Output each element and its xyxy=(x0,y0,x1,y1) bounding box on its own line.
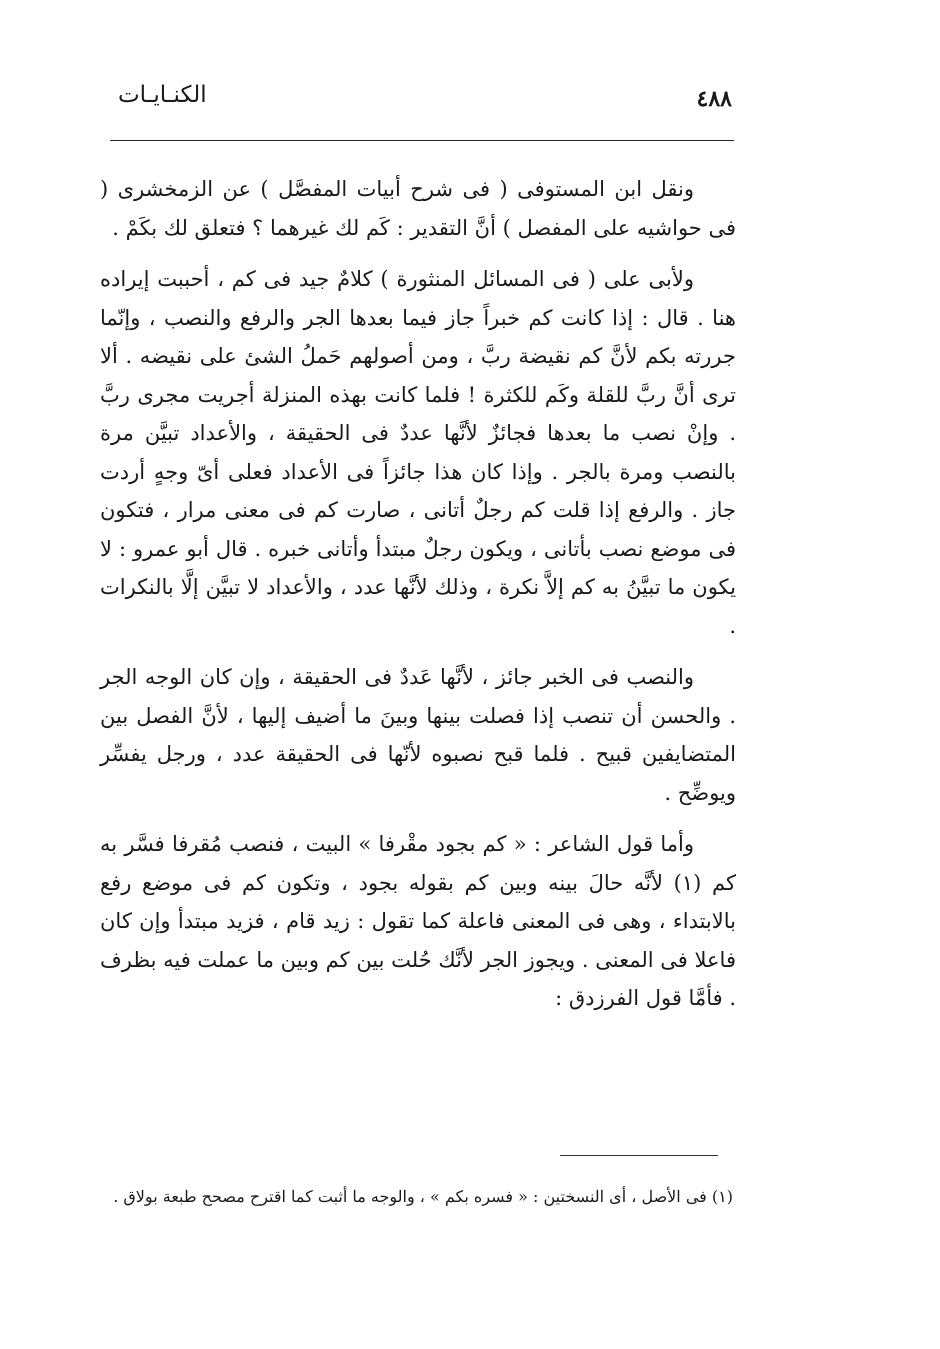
running-title: الكنـايـات xyxy=(118,82,207,108)
footnote xyxy=(78,1180,733,1214)
body-text xyxy=(100,170,736,1031)
paragraph: وأما قول الشاعر : « كم بجود مقْرفا » البيت ، فنصب مُقرفا فسَّر به كم (١) لأنَّه حالَ بينه وبين كم بقوله بجود ، وتكون كم فى موضع رفع بالابتداء ، وهى فى المعنى فاعلة كما تقول : زيد قام ، فزيد مبتدأ وإن كان فاعلا فى المعنى . ويجوز الجر لأنَّك حُلت بين كم وبين ما عملت فيه بظرف . فأمَّا قول الفرزدق : xyxy=(100,832,736,1010)
paragraph: ونقل ابن المستوفى ( فى شرح أبيات المفصَّل ) عن الزمخشرى ( فى حواشيه على المفصل ) أنَّ التقدير : كَم لك غيرهما ؟ فتعلق لك بكَمْ . xyxy=(100,177,736,240)
paragraph: ولأبى على ( فى المسائل المنثورة ) كلامٌ جيد فى كم ، أحببت إيراده هنا . قال : إذا كانت كم خبراً جاز فيما بعدها الجر والرفع والنصب ، وإنّما جررته بكم لأنَّ كم نقيضة ربَّ ، ومن أصولهم حَملُ الشئ على نقيضه . ألا ترى أنَّ ربَّ للقلة وكَم للكثرة ! فلما كانت بهذه المنزلة أجريت مجرى ربَّ . وإنْ نصب ما بعدها فجائزٌ لأنَّها عددٌ فى الحقيقة ، والأعداد تبيَّن مرة بالنصب ومرة بالجر . وإذا كان هذا جائزاً فى الأعداد فعلى أىّ وجهٍ أردت جاز . والرفع إذا قلت كم رجلٌ أتانى ، صارت كم فى معنى مرار ، فتكون فى موضع نصب بأتانى ، ويكون رجلٌ مبتدأ وأتانى خبره . قال أبو عمرو : لا يكون ما تبيَّنُ به كم إلاَّ نكرة ، وذلك لأنَّها عدد ، والأعداد لا تبيَّن إلَّا بالنكرات . xyxy=(100,267,736,638)
page-header xyxy=(118,82,732,122)
footnote-text: (١) فى الأصل ، أى النسختين : « فسره بكم » ، والوجه ما أثبت كما اقترح مصحح طبعة بولاق . xyxy=(113,1187,733,1206)
header-rule xyxy=(110,140,734,141)
page-number: ٤٨٨ xyxy=(696,86,732,112)
paragraph: والنصب فى الخبر جائز ، لأنَّها عَددٌ فى الحقيقة ، وإن كان الوجه الجر . والحسن أن تنصب إذا فصلت بينها وبينَ ما أضيف إليها ، لأنَّ الفصل بين المتضايفين قبيح . فلما قبح نصبوه لأنّها فى الحقيقة عدد ، ورجل يفسِّر ويوضِّح . xyxy=(100,665,736,805)
footnote-rule xyxy=(560,1155,718,1156)
